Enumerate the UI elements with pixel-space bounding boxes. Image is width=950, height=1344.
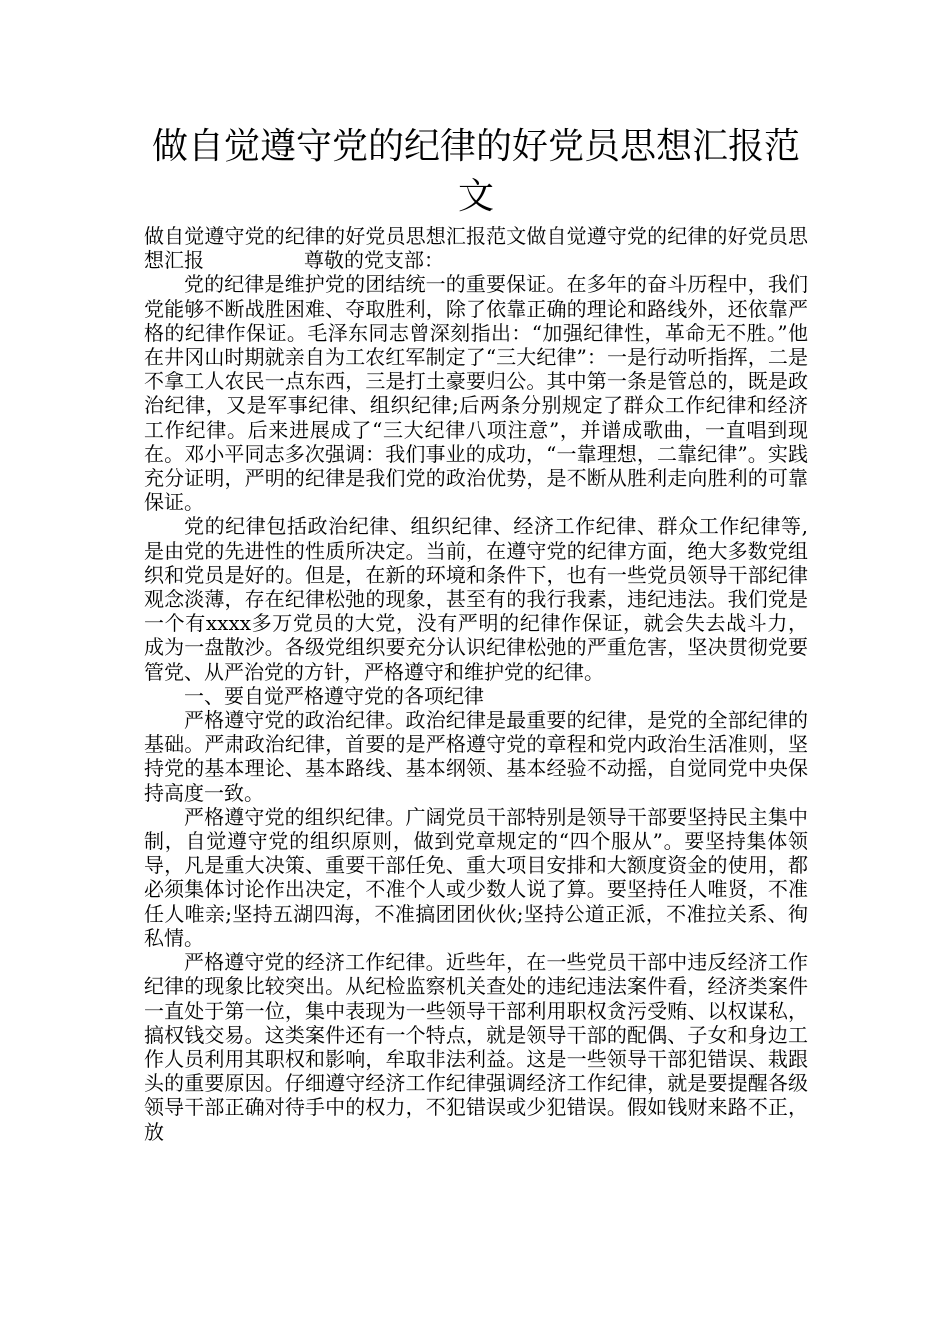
paragraph: 党的纪律包括政治纪律、组织纪律、经济工作纪律、群众工作纪律等,是由党的先进性的性质所决定。当前，在遵守党的纪律方面，绝大多数党组织和党员是好的。但是，在新的环境和条件下，也有一些党员领导干部纪律观念淡薄，存在纪律松弛的现象，甚至有的我行我素，违纪违法。我们党是一个有xxxx多万党员的大党，没有严明的纪律作保证，就会失去战斗力，成为一盘散沙。各级党组织要充分认识纪律松弛的严重危害，坚决贯彻党要管党、从严治党的方针，严格遵守和维护党的纪律。	[144, 514, 808, 684]
document-body	[144, 224, 808, 1144]
paragraph: 严格遵守党的经济工作纪律。近些年，在一些党员干部中违反经济工作纪律的现象比较突出。从纪检监察机关查处的违纪违法案件看，经济类案件一直处于第一位，集中表现为一些领导干部利用职权贪污受贿、以权谋私，搞权钱交易。这类案件还有一个特点，就是领导干部的配偶、子女和身边工作人员利用其职权和影响，牟取非法利益。这是一些领导干部犯错误、栽跟头的重要原因。仔细遵守经济工作纪律强调经济工作纪律，就是要提醒各级领导干部正确对待手中的权力，不犯错误或少犯错误。假如钱财来路不正，放	[144, 950, 808, 1144]
paragraph-intro: 做自觉遵守党的纪律的好党员思想汇报范文做自觉遵守党的纪律的好党员思想汇报 尊敬的党支部：	[144, 224, 808, 273]
paragraph: 严格遵守党的组织纪律。广阔党员干部特别是领导干部要坚持民主集中制，自觉遵守党的组织原则，做到党章规定的“四个服从”。要坚持集体领导，凡是重大决策、重要干部任免、重大项目安排和大额度资金的使用，都必须集体讨论作出决定，不准个人或少数人说了算。要坚持任人唯贤，不准任人唯亲;坚持五湖四海，不准搞团团伙伙;坚持公道正派，不准拉关系、徇私情。	[144, 804, 808, 950]
paragraph: 党的纪律是维护党的团结统一的重要保证。在多年的奋斗历程中，我们党能够不断战胜困难、夺取胜利，除了依靠正确的理论和路线外，还依靠严格的纪律作保证。毛泽东同志曾深刻指出：“加强纪律性，革命无不胜。”他在井冈山时期就亲自为工农红军制定了“三大纪律”：一是行动听指挥，二是不拿工人农民一点东西，三是打土豪要归公。其中第一条是管总的，既是政治纪律，又是军事纪律、组织纪律;后两条分别规定了群众工作纪律和经济工作纪律。后来进展成了“三大纪律八项注意”，并谱成歌曲，一直唱到现在。邓小平同志多次强调：我们事业的成功，“一靠理想，二靠纪律”。实践充分证明，严明的纪律是我们党的政治优势，是不断从胜利走向胜利的可靠保证。	[144, 272, 808, 515]
paragraph: 严格遵守党的政治纪律。政治纪律是最重要的纪律，是党的全部纪律的基础。严肃政治纪律，首要的是严格遵守党的章程和党内政治生活准则，坚持党的基本理论、基本路线、基本纲领、基本经验不动摇，自觉同党中央保持高度一致。	[144, 708, 808, 805]
document-title: 做自觉遵守党的纪律的好党员思想汇报范文	[151, 126, 800, 217]
document-page	[144, 122, 808, 1144]
section-heading: 一、要自觉严格遵守党的各项纪律	[184, 683, 484, 708]
